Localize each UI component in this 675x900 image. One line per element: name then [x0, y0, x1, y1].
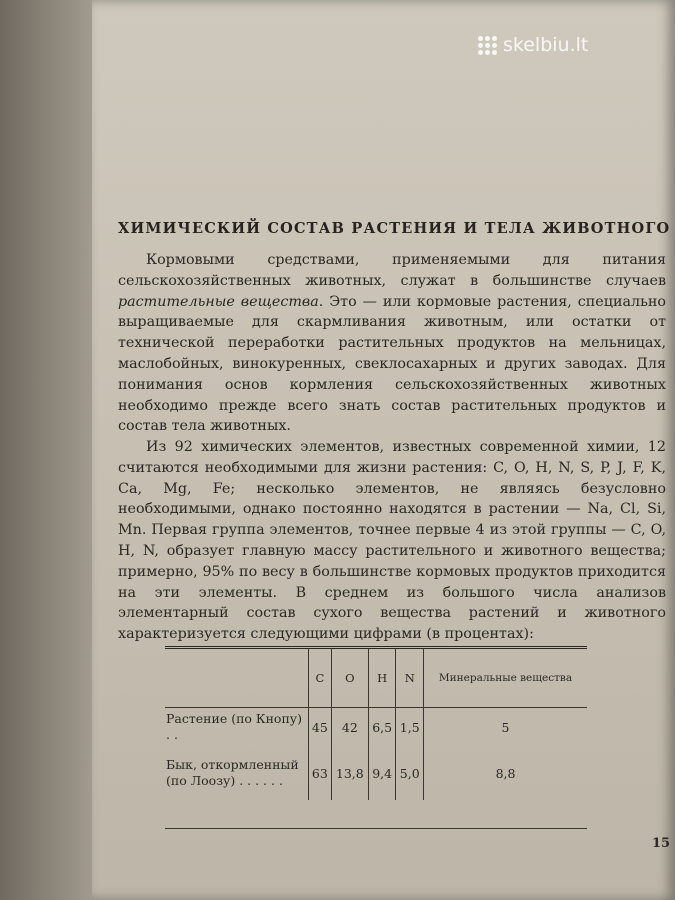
- paragraph-1-text-a: Кормовыми средствами, применяемыми для питания сельскохозяйственных животных, служат в большинстве случаев: [118, 252, 666, 289]
- paragraph-2: [118, 437, 666, 645]
- watermark-text: skelbiu.lt: [503, 34, 589, 56]
- watermark: [478, 34, 588, 56]
- row-label: Растение (по Кнопу) . .: [165, 708, 309, 747]
- cell: 13,8: [331, 746, 368, 800]
- cell: 63: [309, 746, 332, 800]
- table-row: [165, 708, 587, 747]
- cell: 5,0: [396, 746, 424, 800]
- header-n: N: [396, 649, 424, 708]
- header-o: O: [331, 649, 368, 708]
- header-empty: [165, 649, 309, 708]
- cell: 8,8: [495, 765, 516, 781]
- cell: 9,4: [368, 746, 396, 800]
- paragraph-1-emphasis: растительные вещества: [118, 293, 319, 310]
- table-bottom-rule: [165, 828, 587, 829]
- table-header-row: [165, 649, 587, 708]
- cell: 42: [331, 708, 368, 747]
- paragraph-1: [118, 250, 666, 437]
- section-heading: ХИМИЧЕСКИЙ СОСТАВ РАСТЕНИЯ И ТЕЛА ЖИВОТНОГО: [118, 220, 671, 237]
- cell: 6,5: [368, 708, 396, 747]
- page-number: 15: [652, 836, 671, 851]
- cell: 5: [501, 719, 510, 735]
- row-label: Бык, откормленный (по Лоозу) . . . . . .: [165, 746, 309, 800]
- composition-table: [165, 646, 587, 800]
- header-c: C: [309, 649, 332, 708]
- paragraph-2-text: Из 92 химических элементов, известных современной химии, 12 считаются необходимыми для жизни растения: C, O, H, N, S, P, J, F, K, Ca, Mg, Fe; несколько элементов, не являясь безусловно необходимыми, однако постоянно находятся в растении — Na, Cl, Si, Mn. Первая группа элементов, точнее первые 4 из этой группы — C, O, H, N, образует главную массу растительного и животного вещества; примерно, 95% по весу в большинстве кормовых продуктов приходится на эти элементы. В среднем из большого числа анализов элементарный состав сухого вещества растений и животного характеризуется следующими цифрами (в процентах):: [118, 439, 666, 643]
- cell: 45: [309, 708, 332, 747]
- watermark-dots-icon: [478, 36, 497, 55]
- paragraph-1-text-b: . Это — или кормовые растения, специально выращиваемые для скармливания животным, или остатки от технической переработки растительных продуктов на мельницах, маслобойных, винокуренных, свеклосахарных и других заводах. Для понимания основ кормления сельскохозяйственных животных необходимо прежде всего знать состав растительных продуктов и состав тела животных.: [118, 293, 666, 435]
- cell: 1,5: [396, 708, 424, 747]
- header-h: H: [368, 649, 396, 708]
- header-minerals: Минеральные вещества: [424, 649, 587, 708]
- book-binding: [0, 0, 95, 900]
- table-row: [165, 746, 587, 800]
